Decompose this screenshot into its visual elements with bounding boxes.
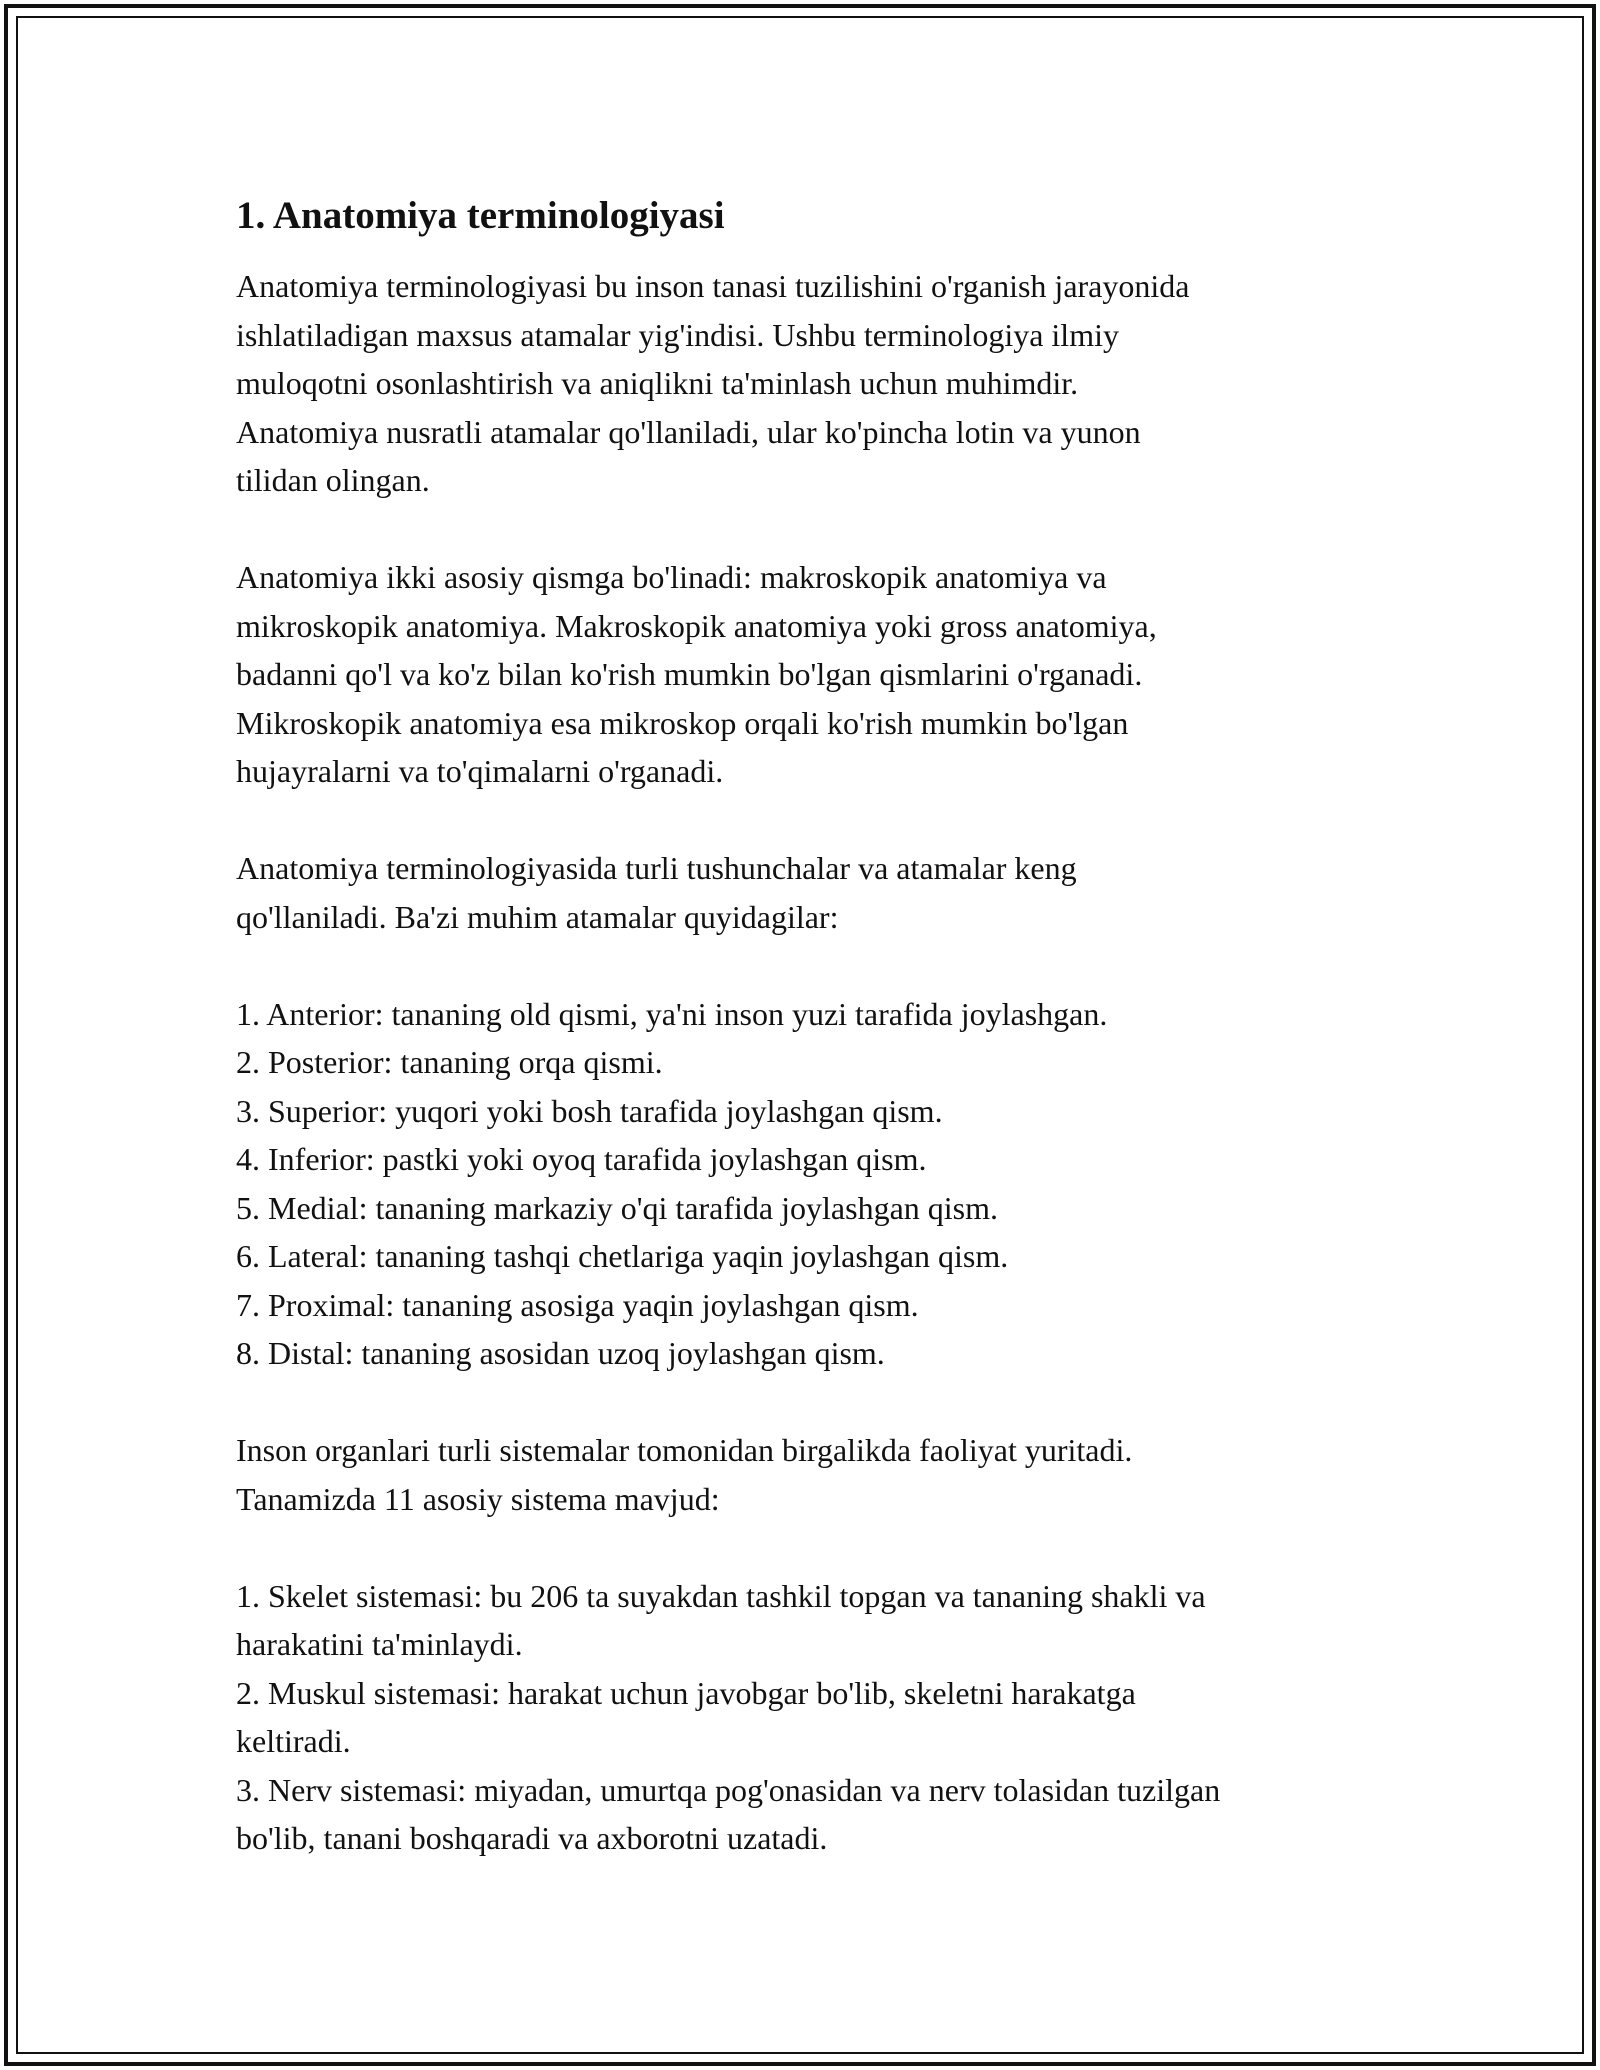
list-item: 1. Anterior: tananing old qismi, ya'ni inson yuzi tarafida joylashgan. (236, 995, 1108, 1032)
paragraph-gap (236, 796, 1396, 845)
text-line: qo'llaniladi. Ba'zi muhim atamalar quyidagilar: (236, 898, 839, 935)
list-item-continuation: keltiradi. (236, 1723, 351, 1759)
list-item: 8. Distal: tananing asosidan uzoq joylashgan qism. (236, 1335, 885, 1371)
text-line: Anatomiya terminologiyasi bu inson tanasi tuzilishini o'rganish jarayonida (236, 268, 1190, 304)
paragraph-gap (236, 505, 1396, 554)
list-item: 1. Skelet sistemasi: bu 206 ta suyakdan tashkil topgan va tananing shakli va (236, 1577, 1206, 1614)
list-item: 5. Medial: tananing markaziy o'qi tarafida joylashgan qism. (236, 1189, 998, 1226)
text-line: mikroskopik anatomiya. Makroskopik anatomiya yoki gross anatomiya, (236, 607, 1157, 644)
text-line: ishlatiladigan maxsus atamalar yig'indisi. Ushbu terminologiya ilmiy (236, 316, 1119, 353)
paragraph-gap (236, 1378, 1396, 1427)
text-line: hujayralarni va to'qimalarni o'rganadi. (236, 753, 724, 789)
parts-paragraph (236, 553, 1396, 796)
text-line: Inson organlari turli sistemalar tomonidan birgalikda faoliyat yuritadi. (236, 1432, 1133, 1468)
text-line: tilidan olingan. (236, 462, 430, 498)
text-line: muloqotni osonlashtirish va aniqlikni ta'minlash uchun muhimdir. (236, 365, 1079, 401)
text-line: Mikroskopik anatomiya esa mikroskop orqali ko'rish mumkin bo'lgan (236, 704, 1129, 741)
systems-list (236, 1572, 1396, 1863)
text-line: Anatomiya nusratli atamalar qo'llaniladi, ular ko'pincha lotin va yunon (236, 413, 1141, 450)
document-body (236, 188, 1396, 1863)
list-item: 2. Muskul sistemasi: harakat uchun javobgar bo'lib, skeletni harakatga (236, 1674, 1136, 1711)
systems-intro-paragraph (236, 1426, 1396, 1523)
section-heading: 1. Anatomiya terminologiyasi (236, 194, 725, 237)
text-line: Anatomiya terminologiyasida turli tushunchalar va atamalar keng (236, 850, 1077, 886)
list-item: 3. Superior: yuqori yoki bosh tarafida joylashgan qism. (236, 1092, 943, 1129)
list-item: 3. Nerv sistemasi: miyadan, umurtqa pog'onasidan va nerv tolasidan tuzilgan (236, 1771, 1221, 1808)
list-item: 7. Proximal: tananing asosiga yaqin joylashgan qism. (236, 1286, 919, 1323)
list-item-continuation: bo'lib, tanani boshqaradi va axborotni uzatadi. (236, 1820, 828, 1856)
list-item: 6. Lateral: tananing tashqi chetlariga yaqin joylashgan qism. (236, 1238, 1009, 1274)
terms-intro-paragraph (236, 844, 1396, 941)
text-line: Anatomiya ikki asosiy qismga bo'linadi: makroskopik anatomiya va (236, 559, 1107, 595)
list-item-continuation: harakatini ta'minlaydi. (236, 1626, 523, 1662)
text-line: Tanamizda 11 asosiy sistema mavjud: (236, 1480, 720, 1517)
intro-paragraph (236, 262, 1396, 505)
paragraph-gap (236, 1523, 1396, 1572)
paragraph-gap (236, 941, 1396, 990)
terms-list (236, 990, 1396, 1378)
list-item: 2. Posterior: tananing orqa qismi. (236, 1044, 663, 1080)
list-item: 4. Inferior: pastki yoki oyoq tarafida joylashgan qism. (236, 1141, 927, 1177)
text-line: badanni qo'l va ko'z bilan ko'rish mumkin bo'lgan qismlarini o'rganadi. (236, 656, 1143, 692)
